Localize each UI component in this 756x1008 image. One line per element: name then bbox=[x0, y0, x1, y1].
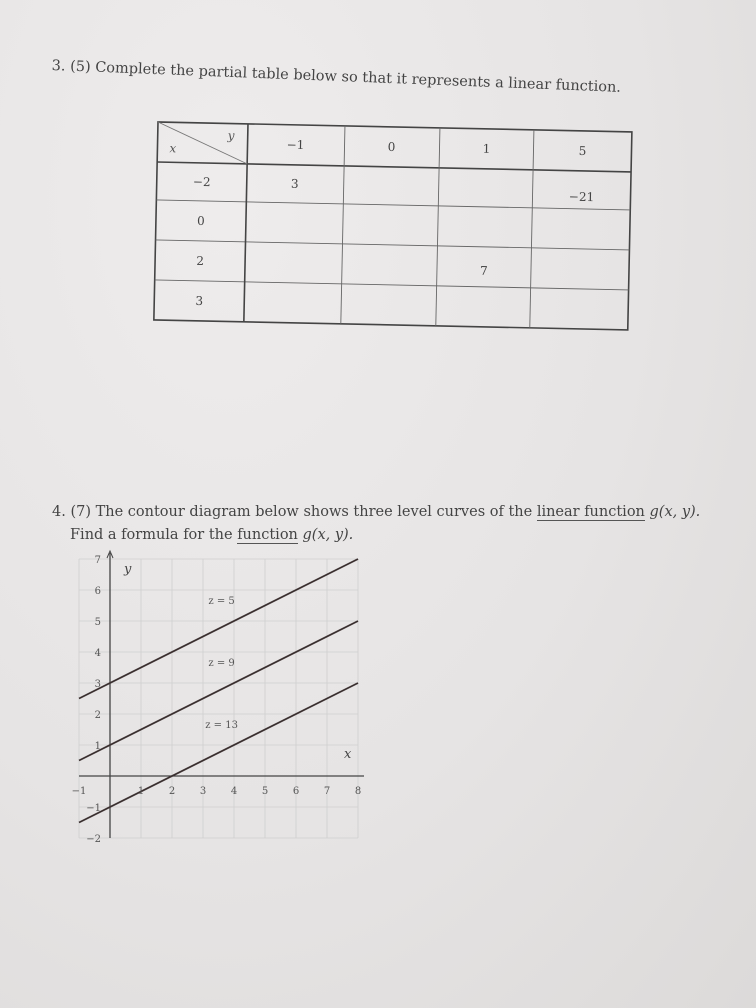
row-header: −2 bbox=[192, 174, 211, 190]
x-tick-label: 1 bbox=[137, 786, 145, 797]
row-header: 0 bbox=[196, 213, 205, 228]
problem-3-header: 3. (5) Complete the partial table below so that it represents a linear function. bbox=[51, 58, 622, 96]
row-header: 2 bbox=[196, 253, 205, 268]
x-tick-label: 8 bbox=[354, 786, 362, 797]
table-cell: −21 bbox=[568, 189, 595, 205]
col-header: 5 bbox=[578, 143, 587, 158]
col-header: 1 bbox=[482, 141, 491, 156]
x-tick-label: 3 bbox=[199, 786, 207, 797]
col-header: 0 bbox=[387, 139, 396, 154]
linear-function-link[interactable]: linear function bbox=[536, 504, 645, 520]
function-name: g(x, y). bbox=[649, 504, 701, 520]
y-tick-label: 6 bbox=[94, 586, 101, 597]
problem-4-text: 4. (7) The contour diagram below shows three level curves of the bbox=[52, 504, 533, 520]
corner-x-label: x bbox=[169, 141, 177, 156]
x-tick-label: 5 bbox=[261, 786, 269, 797]
level-curve bbox=[79, 621, 358, 761]
y-axis-label: y bbox=[124, 562, 132, 577]
level-curve-label: z = 9 bbox=[208, 657, 235, 669]
problem-4-text: Find a formula for the bbox=[70, 527, 233, 543]
function-link[interactable]: function bbox=[237, 527, 298, 543]
col-header: −1 bbox=[286, 137, 305, 153]
x-tick-label: 4 bbox=[230, 786, 238, 797]
table-cell: 3 bbox=[290, 176, 299, 191]
y-tick-label: 5 bbox=[94, 617, 101, 628]
function-name: g(x, y). bbox=[302, 527, 354, 543]
y-tick-label: 7 bbox=[94, 555, 101, 566]
y-tick-label: 3 bbox=[94, 679, 101, 690]
level-curve-label: z = 13 bbox=[205, 719, 238, 731]
table-cell: 7 bbox=[479, 263, 488, 278]
y-tick-label: −2 bbox=[86, 834, 101, 845]
y-tick-label: 1 bbox=[94, 741, 101, 752]
y-tick-label: 4 bbox=[94, 648, 101, 659]
corner-y-label: y bbox=[227, 128, 235, 143]
x-tick-label: 7 bbox=[323, 786, 331, 797]
x-axis-label: x bbox=[344, 747, 352, 762]
y-tick-label: −1 bbox=[86, 803, 101, 814]
y-tick-label: 2 bbox=[94, 710, 101, 721]
level-curve bbox=[79, 683, 358, 823]
level-curve-label: z = 5 bbox=[208, 595, 235, 607]
x-tick-label: −1 bbox=[71, 786, 87, 797]
level-curve bbox=[79, 559, 358, 699]
x-tick-label: 6 bbox=[292, 786, 300, 797]
row-header: 3 bbox=[195, 293, 204, 308]
x-tick-label: 2 bbox=[168, 786, 176, 797]
